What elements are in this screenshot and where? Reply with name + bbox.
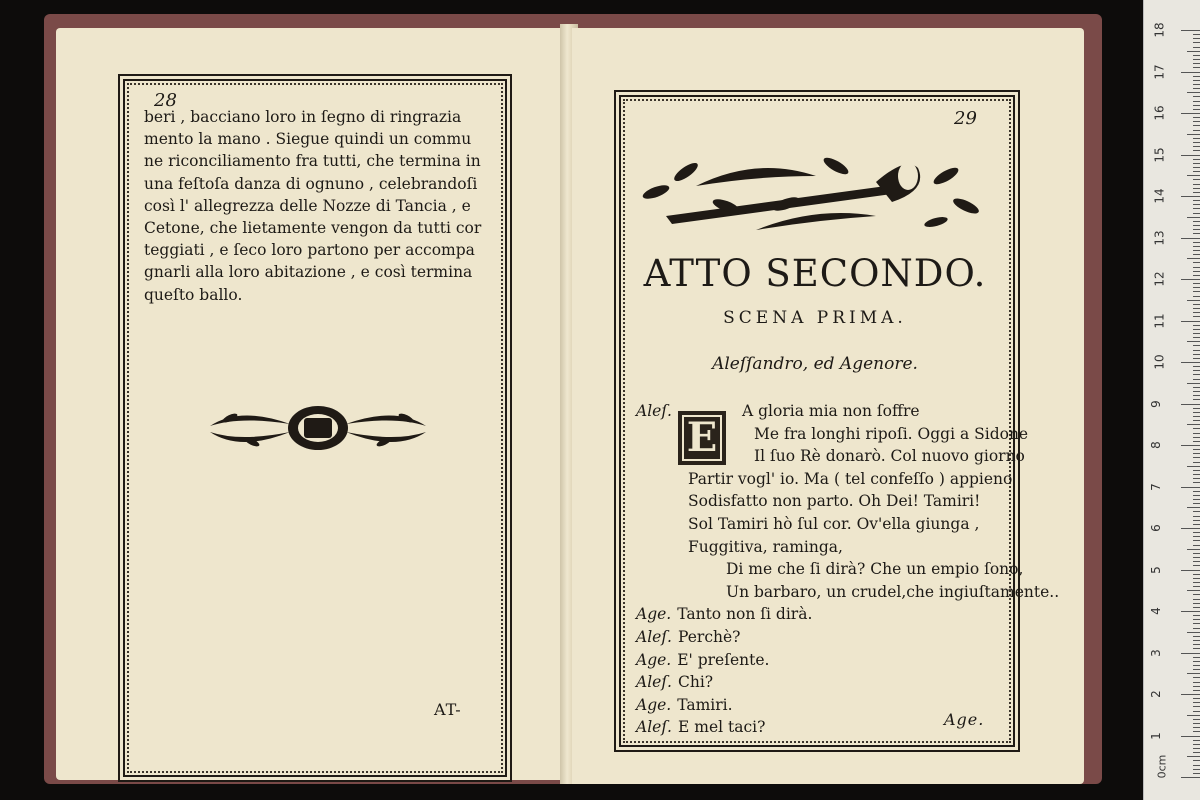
ruler-tick	[1193, 412, 1200, 413]
ruler-tick	[1193, 740, 1200, 741]
ruler-tick	[1193, 553, 1200, 554]
right-page-number: 29	[954, 108, 977, 129]
ruler-number: 3	[1148, 648, 1163, 657]
ruler-tick	[1193, 677, 1200, 678]
ruler-tick	[1193, 545, 1200, 546]
dialogue-text: Tanto non ſi dirà.	[677, 605, 813, 624]
ruler-tick	[1193, 578, 1200, 579]
ruler-tick	[1193, 150, 1200, 151]
dialogue-block	[636, 400, 1059, 739]
text-line: ne riconciliamento fra tutti, che termina in	[144, 152, 481, 171]
speaker-label: Aleſ.	[636, 402, 672, 420]
ruler-tick	[1193, 213, 1200, 214]
ruler-tick	[1193, 55, 1200, 56]
ruler-tick	[1181, 694, 1200, 695]
text-line: così l' allegrezza delle Nozze di Tancia , e	[144, 196, 471, 215]
drop-cap-initial: E	[678, 411, 726, 465]
ruler-tick	[1193, 565, 1200, 566]
ruler-number: 8	[1148, 441, 1163, 449]
ruler-tick	[1193, 167, 1200, 168]
ruler-tick	[1181, 445, 1200, 446]
ruler-tick	[1193, 329, 1200, 330]
speaker-label: Aleſ.	[636, 627, 672, 646]
ruler-tick	[1193, 34, 1200, 35]
ruler-tick	[1193, 615, 1200, 616]
text-line: queſto ballo.	[144, 285, 243, 304]
ruler-tick	[1181, 238, 1200, 239]
ruler-tick	[1193, 462, 1200, 463]
ruler-tick	[1193, 117, 1200, 118]
ruler-tick	[1193, 109, 1200, 110]
dialogue-text: Sodisfatto non parto. Oh Dei! Tamiri!	[688, 492, 981, 511]
ruler-tick	[1193, 603, 1200, 604]
ruler-tick	[1187, 383, 1200, 384]
ruler-tick	[1193, 262, 1200, 263]
ruler-tick	[1193, 221, 1200, 222]
dialogue-line	[636, 716, 1059, 739]
ruler-tick	[1181, 279, 1200, 280]
dialogue-line	[636, 445, 1059, 468]
left-page-text	[144, 106, 481, 306]
ruler-tick	[1181, 528, 1200, 529]
dialogue-line	[636, 423, 1059, 446]
ruler-tick	[1193, 702, 1200, 703]
ruler-tick	[1193, 275, 1200, 276]
ruler-tick	[1193, 76, 1200, 77]
ruler-tick	[1193, 752, 1200, 753]
ruler-tick	[1193, 648, 1200, 649]
characters-line: Aleſſandro, ed Agenore.	[712, 354, 918, 374]
measurement-ruler	[1143, 0, 1200, 800]
ruler-tick	[1193, 105, 1200, 106]
ruler-tick	[1193, 760, 1200, 761]
dialogue-text: Me fra longhi ripoſi. Oggi a Sidone	[754, 424, 1029, 443]
ruler-number: 17	[1152, 63, 1167, 80]
dialogue-text: Sol Tamiri hò ſul cor. Ov'ella giunga ,	[688, 514, 980, 533]
ruler-tick	[1193, 121, 1200, 122]
ruler-tick	[1193, 171, 1200, 172]
speaker-label: Age.	[636, 695, 672, 714]
ruler-tick	[1187, 632, 1200, 633]
ruler-tick	[1187, 549, 1200, 550]
dialogue-line	[636, 603, 1059, 626]
ruler-tick	[1193, 101, 1200, 102]
trumpet-laurel-ornament	[636, 146, 992, 238]
ruler-tick	[1193, 316, 1200, 317]
ruler-tick	[1193, 557, 1200, 558]
ruler-tick	[1193, 698, 1200, 699]
ruler-tick	[1193, 38, 1200, 39]
ruler-tick	[1187, 756, 1200, 757]
ruler-tick	[1193, 457, 1200, 458]
ruler-tick	[1193, 63, 1200, 64]
ruler-tick	[1193, 669, 1200, 670]
dialogue-text: Il ſuo Rè donarò. Col nuovo giorno	[754, 447, 1025, 466]
ruler-tick	[1193, 744, 1200, 745]
ruler-number: 13	[1152, 229, 1167, 246]
dialogue-text: E mel taci?	[678, 718, 766, 737]
ruler-tick	[1193, 267, 1200, 268]
ruler-tick	[1193, 428, 1200, 429]
speaker-label: Age.	[636, 605, 672, 624]
ruler-number: 18	[1152, 22, 1167, 38]
ruler-tick	[1187, 175, 1200, 176]
ruler-tick	[1193, 204, 1200, 205]
ruler-tick	[1193, 254, 1200, 255]
ruler-tick	[1193, 727, 1200, 728]
ruler-tick	[1193, 200, 1200, 201]
ruler-tick	[1193, 159, 1200, 160]
ruler-tick	[1187, 134, 1200, 135]
left-page	[56, 28, 564, 780]
ruler-tick	[1193, 665, 1200, 666]
dialogue-line	[636, 536, 1059, 559]
ruler-tick	[1193, 482, 1200, 483]
ruler-tick	[1193, 130, 1200, 131]
ruler-tick	[1193, 96, 1200, 97]
ruler-tick	[1187, 341, 1200, 342]
ruler-tick	[1193, 586, 1200, 587]
ruler-tick	[1193, 453, 1200, 454]
ruler-tick	[1193, 524, 1200, 525]
ruler-tick	[1193, 433, 1200, 434]
ruler-unit: 0cm	[1155, 754, 1169, 779]
ruler-tick	[1193, 138, 1200, 139]
ruler-tick	[1193, 623, 1200, 624]
ruler-tick	[1193, 229, 1200, 230]
ruler-tick	[1193, 594, 1200, 595]
ruler-tick	[1181, 736, 1200, 737]
ruler-tick	[1193, 420, 1200, 421]
ruler-tick	[1193, 142, 1200, 143]
ruler-tick	[1193, 499, 1200, 500]
ruler-number: 12	[1152, 271, 1167, 287]
speaker-label: Aleſ.	[636, 718, 672, 737]
dialogue-line	[636, 558, 1059, 581]
ruler-tick	[1193, 184, 1200, 185]
ruler-tick	[1193, 345, 1200, 346]
ruler-tick	[1193, 561, 1200, 562]
ruler-number: 10	[1152, 354, 1167, 370]
ruler-tick	[1193, 520, 1200, 521]
ruler-tick	[1193, 748, 1200, 749]
ruler-tick	[1193, 719, 1200, 720]
dialogue-line	[636, 671, 1059, 694]
ruler-tick	[1193, 84, 1200, 85]
ruler-tick	[1187, 217, 1200, 218]
dialogue-text: Partir vogl' io. Ma ( tel confeſſo ) appieno	[688, 469, 1013, 488]
ruler-tick	[1193, 325, 1200, 326]
ruler-tick	[1181, 72, 1200, 73]
dialogue-text: A gloria mia non ſoffre	[742, 402, 920, 420]
dialogue-text: Perchè?	[678, 627, 741, 646]
ruler-tick	[1193, 491, 1200, 492]
ruler-tick	[1193, 644, 1200, 645]
right-catchword: Age.	[944, 710, 985, 729]
dialogue-line	[636, 490, 1059, 513]
text-line: teggiati , e ſeco loro partono per accompa	[144, 241, 475, 260]
left-page-number: 28	[154, 90, 177, 111]
ruler-tick	[1181, 611, 1200, 612]
dialogue-text: E' preſente.	[677, 650, 770, 669]
ruler-number: 16	[1152, 105, 1167, 121]
dialogue-text: Tamiri.	[677, 695, 733, 714]
ruler-tick	[1193, 283, 1200, 284]
dialogue-line	[636, 581, 1059, 604]
ruler-tick	[1193, 607, 1200, 608]
ruler-tick	[1193, 366, 1200, 367]
ruler-tick	[1193, 478, 1200, 479]
fleuron-ornament	[200, 396, 436, 460]
act-title: ATTO SECONDO.	[643, 252, 987, 295]
ruler-number: 1	[1148, 731, 1163, 740]
ruler-tick	[1193, 532, 1200, 533]
ruler-tick	[1193, 731, 1200, 732]
ruler-tick	[1193, 540, 1200, 541]
ruler-tick	[1193, 379, 1200, 380]
ruler-tick	[1193, 395, 1200, 396]
ruler-tick	[1193, 312, 1200, 313]
ruler-tick	[1193, 88, 1200, 89]
ruler-tick	[1193, 287, 1200, 288]
ruler-tick	[1193, 773, 1200, 774]
ruler-tick	[1181, 487, 1200, 488]
ruler-tick	[1193, 67, 1200, 68]
ruler-tick	[1193, 233, 1200, 234]
ruler-tick	[1187, 258, 1200, 259]
ruler-tick	[1193, 246, 1200, 247]
ruler-tick	[1193, 474, 1200, 475]
dialogue-line	[636, 400, 1059, 423]
ruler-tick	[1193, 408, 1200, 409]
ruler-tick	[1193, 188, 1200, 189]
ruler-number: 15	[1152, 146, 1167, 163]
ruler-tick	[1193, 682, 1200, 683]
ruler-tick	[1181, 777, 1200, 778]
ruler-tick	[1193, 416, 1200, 417]
dialogue-text: Fuggitiva, raminga,	[688, 537, 843, 556]
ruler-tick	[1193, 304, 1200, 305]
ruler-tick	[1193, 192, 1200, 193]
ruler-tick	[1193, 437, 1200, 438]
ruler-tick	[1181, 653, 1200, 654]
ruler-tick	[1193, 374, 1200, 375]
ruler-number: 4	[1148, 607, 1163, 615]
ruler-tick	[1193, 706, 1200, 707]
ruler-tick	[1181, 404, 1200, 405]
ruler-tick	[1193, 337, 1200, 338]
ruler-number: 11	[1152, 312, 1167, 329]
ruler-tick	[1187, 673, 1200, 674]
ruler-tick	[1187, 51, 1200, 52]
ruler-tick	[1187, 424, 1200, 425]
speaker-label: Aleſ.	[636, 673, 672, 692]
ruler-number: 14	[1152, 188, 1167, 204]
text-line: gnarli alla loro abitazione , e così termina	[144, 263, 473, 282]
ruler-tick	[1193, 354, 1200, 355]
ruler-tick	[1181, 155, 1200, 156]
ruler-tick	[1193, 765, 1200, 766]
ruler-tick	[1193, 208, 1200, 209]
dialogue-text: Di me che ſi dirà? Che un empio ſono,	[726, 560, 1024, 579]
ruler-tick	[1181, 321, 1200, 322]
ruler-tick	[1193, 686, 1200, 687]
left-catchword: AT-	[434, 700, 462, 719]
ruler-tick	[1193, 250, 1200, 251]
ruler-tick	[1193, 619, 1200, 620]
dialogue-line	[636, 468, 1059, 491]
ruler-tick	[1193, 399, 1200, 400]
dialogue-line	[636, 694, 1059, 717]
right-page	[572, 28, 1084, 784]
ruler-tick	[1193, 358, 1200, 359]
ruler-tick	[1187, 300, 1200, 301]
ruler-tick	[1193, 387, 1200, 388]
ruler-tick	[1193, 225, 1200, 226]
ruler-tick	[1193, 370, 1200, 371]
ruler-tick	[1193, 308, 1200, 309]
speaker-label: Age.	[636, 650, 672, 669]
dialogue-line	[636, 649, 1059, 672]
ruler-tick	[1181, 30, 1200, 31]
ruler-tick	[1193, 146, 1200, 147]
ruler-tick	[1187, 715, 1200, 716]
ruler-tick	[1193, 271, 1200, 272]
ruler-tick	[1187, 466, 1200, 467]
ruler-tick	[1193, 511, 1200, 512]
ruler-tick	[1193, 179, 1200, 180]
ruler-tick	[1193, 636, 1200, 637]
ruler-tick	[1193, 640, 1200, 641]
ruler-number: 7	[1148, 482, 1163, 491]
ruler-tick	[1193, 723, 1200, 724]
ruler-tick	[1193, 42, 1200, 43]
ruler-tick	[1193, 503, 1200, 504]
ruler-tick	[1181, 113, 1200, 114]
ruler-number: 9	[1148, 399, 1163, 408]
ruler-tick	[1193, 769, 1200, 770]
ruler-tick	[1181, 362, 1200, 363]
ruler-tick	[1187, 92, 1200, 93]
ruler-tick	[1193, 59, 1200, 60]
ruler-tick	[1193, 333, 1200, 334]
ruler-tick	[1193, 495, 1200, 496]
ruler-tick	[1193, 599, 1200, 600]
ruler-tick	[1193, 242, 1200, 243]
dialogue-line	[636, 513, 1059, 536]
text-line: Cetone, che lietamente vengon da tutti cor	[144, 219, 482, 238]
ruler-tick	[1193, 391, 1200, 392]
ruler-number: 5	[1148, 565, 1163, 574]
ruler-tick	[1193, 582, 1200, 583]
ruler-tick	[1187, 590, 1200, 591]
text-line: una feſtoſa danza di ognuno , celebrandoſi	[144, 174, 478, 193]
ruler-number: 6	[1148, 524, 1163, 532]
ruler-tick	[1193, 47, 1200, 48]
ruler-tick	[1193, 690, 1200, 691]
ruler-tick	[1193, 536, 1200, 537]
ruler-tick	[1193, 661, 1200, 662]
ruler-tick	[1193, 296, 1200, 297]
scene-heading: SCENA PRIMA.	[723, 308, 907, 328]
dialogue-text: Chi?	[678, 673, 714, 692]
text-line: beri , bacciano loro in ſegno di ringrazia	[144, 108, 462, 126]
ruler-tick	[1193, 350, 1200, 351]
ruler-tick	[1193, 449, 1200, 450]
ruler-tick	[1193, 163, 1200, 164]
ruler-tick	[1193, 80, 1200, 81]
dialogue-text: Un barbaro, un crudel,che ingiuſtamente..	[726, 582, 1060, 601]
ruler-tick	[1193, 711, 1200, 712]
ruler-tick	[1193, 470, 1200, 471]
ruler-tick	[1193, 628, 1200, 629]
dialogue-line	[636, 626, 1059, 649]
ruler-tick	[1181, 196, 1200, 197]
ruler-tick	[1193, 657, 1200, 658]
ruler-tick	[1181, 570, 1200, 571]
text-line: mento la mano . Siegue quindi un commu	[144, 130, 472, 149]
ruler-number: 2	[1148, 690, 1163, 698]
ruler-tick	[1193, 441, 1200, 442]
ruler-tick	[1193, 291, 1200, 292]
ruler-tick	[1193, 574, 1200, 575]
ruler-tick	[1187, 507, 1200, 508]
ruler-tick	[1193, 516, 1200, 517]
ruler-tick	[1193, 125, 1200, 126]
